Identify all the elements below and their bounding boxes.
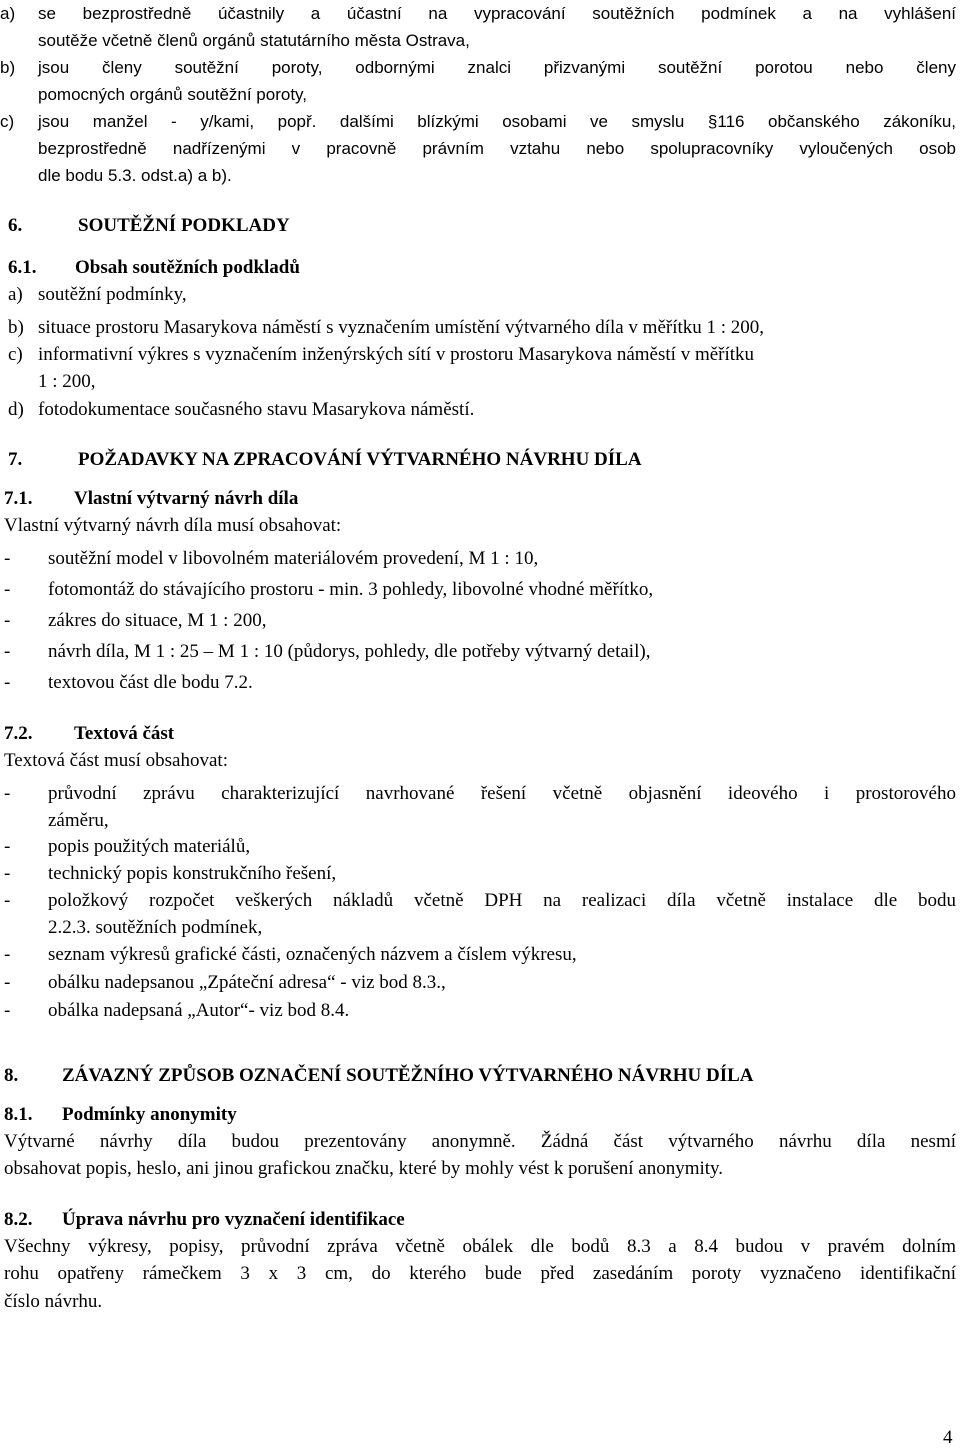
section8-1-line2: obsahovat popis, heslo, ani jinou grafickou značku, které by mohly vést k porušení anonymity. [4, 1158, 724, 1179]
list-item-c-line1: jsou manžel - y/kami, popř. dalšími blízkými osobami ve smyslu §116 občanského zákoníku, [38, 112, 956, 131]
text-list-item: - popis použitých materiálů, [4, 836, 251, 857]
list-item-b-line1: jsou členy soutěžní poroty, odbornými znalci přizvanými soutěžní porotou nebo členy [38, 58, 956, 77]
model-list-item: - návrh díla, M 1 : 25 – M 1 : 10 (půdorys, pohledy, dle potřeby výtvarný detail), [4, 641, 651, 662]
text-list-item-4-line1: položkový rozpočet veškerých nákladů včetně DPH na realizaci díla včetně instalace dle bodu [48, 890, 956, 911]
model-list-item: - textovou část dle bodu 7.2. [4, 672, 253, 693]
list-item-b: b) [0, 58, 16, 77]
section7-1-intro: Vlastní výtvarný návrh díla musí obsahovat: [4, 515, 342, 536]
text-list-item-4-line2: 2.2.3. soutěžních podmínek, [48, 917, 263, 938]
list-item-a-line2: soutěže včetně členů orgánů statutárního města Ostrava, [38, 31, 470, 50]
section7-2-intro: Textová část musí obsahovat: [4, 750, 228, 771]
section8-2-line1: Všechny výkresy, popisy, průvodní zpráva včetně obálek dle bodů 8.3 a 8.4 budou v pravém dolním [4, 1236, 956, 1257]
page-number: 4 [943, 1427, 953, 1448]
section7-1-heading: 7.1. Vlastní výtvarný návrh díla [4, 488, 299, 509]
podklady-item-c-line2: 1 : 200, [38, 371, 96, 392]
text-list-item-1-line1: průvodní zprávu charakterizující navrhované řešení včetně objasnění ideového i prostorového [48, 783, 956, 804]
model-list-item: - zákres do situace, M 1 : 200, [4, 610, 267, 631]
section8-1-line1: Výtvarné návrhy díla budou prezentovány anonymně. Žádná část výtvarného návrhu díla nesmí [4, 1131, 956, 1152]
list-item-b-line2: pomocných orgánů soutěžní poroty, [38, 85, 308, 104]
section6-heading: 6. SOUTĚŽNÍ PODKLADY [8, 215, 290, 236]
section6-1-heading: 6.1. Obsah soutěžních podkladů [8, 257, 300, 278]
section8-2-line3: číslo návrhu. [4, 1291, 103, 1312]
list-item-a: a) [0, 4, 16, 23]
section8-1-heading: 8.1. Podmínky anonymity [4, 1104, 237, 1125]
text-list-item: - obálku nadepsanou „Zpáteční adresa“ - viz bod 8.3., [4, 972, 446, 993]
section7-heading: 7. POŽADAVKY NA ZPRACOVÁNÍ VÝTVARNÉHO NÁVRHU DÍLA [8, 449, 642, 470]
list-item-c-line2: bezprostředně nadřízenými v pracovně právním vztahu nebo spolupracovníky vyloučených osob [38, 139, 956, 158]
list-item-c-line3: dle bodu 5.3. odst.a) a b). [38, 166, 232, 185]
text-list-item-1-line2: záměru, [48, 810, 109, 831]
text-list-item: - technický popis konstrukčního řešení, [4, 863, 337, 884]
text-list-item: - [4, 890, 11, 911]
text-list-item: - [4, 783, 11, 804]
section7-2-heading: 7.2. Textová část [4, 723, 175, 744]
section8-heading: 8. ZÁVAZNÝ ZPŮSOB OZNAČENÍ SOUTĚŽNÍHO VÝTVARNÉHO NÁVRHU DÍLA [4, 1065, 754, 1086]
section8-2-heading: 8.2. Úprava návrhu pro vyznačení identifikace [4, 1209, 405, 1230]
podklady-item-a: a) soutěžní podmínky, [8, 284, 187, 305]
text-list-item: - obálka nadepsaná „Autor“- viz bod 8.4. [4, 1000, 350, 1021]
model-list-item: - fotomontáž do stávajícího prostoru - min. 3 pohledy, libovolné vhodné měřítko, [4, 579, 654, 600]
podklady-item-c: c) informativní výkres s vyznačením inženýrských sítí v prostoru Masarykova náměstí v měřítku [8, 344, 755, 365]
section8-2-line2: rohu opatřeny rámečkem 3 x 3 cm, do kterého bude před zasedáním poroty vyznačeno identifikační [4, 1263, 956, 1284]
list-item-c: c) [0, 112, 15, 131]
model-list-item: - soutěžní model v libovolném materiálovém provedení, M 1 : 10, [4, 548, 539, 569]
text-list-item: - seznam výkresů grafické části, označených názvem a číslem výkresu, [4, 944, 577, 965]
podklady-item-d: d) fotodokumentace současného stavu Masarykova náměstí. [8, 399, 475, 420]
list-item-a-line1: se bezprostředně účastnily a účastní na vypracování soutěžních podmínek a na vyhlášení [38, 4, 956, 23]
podklady-item-b: b) situace prostoru Masarykova náměstí s vyznačením umístění výtvarného díla v měřítku 1 : 200, [8, 317, 765, 338]
